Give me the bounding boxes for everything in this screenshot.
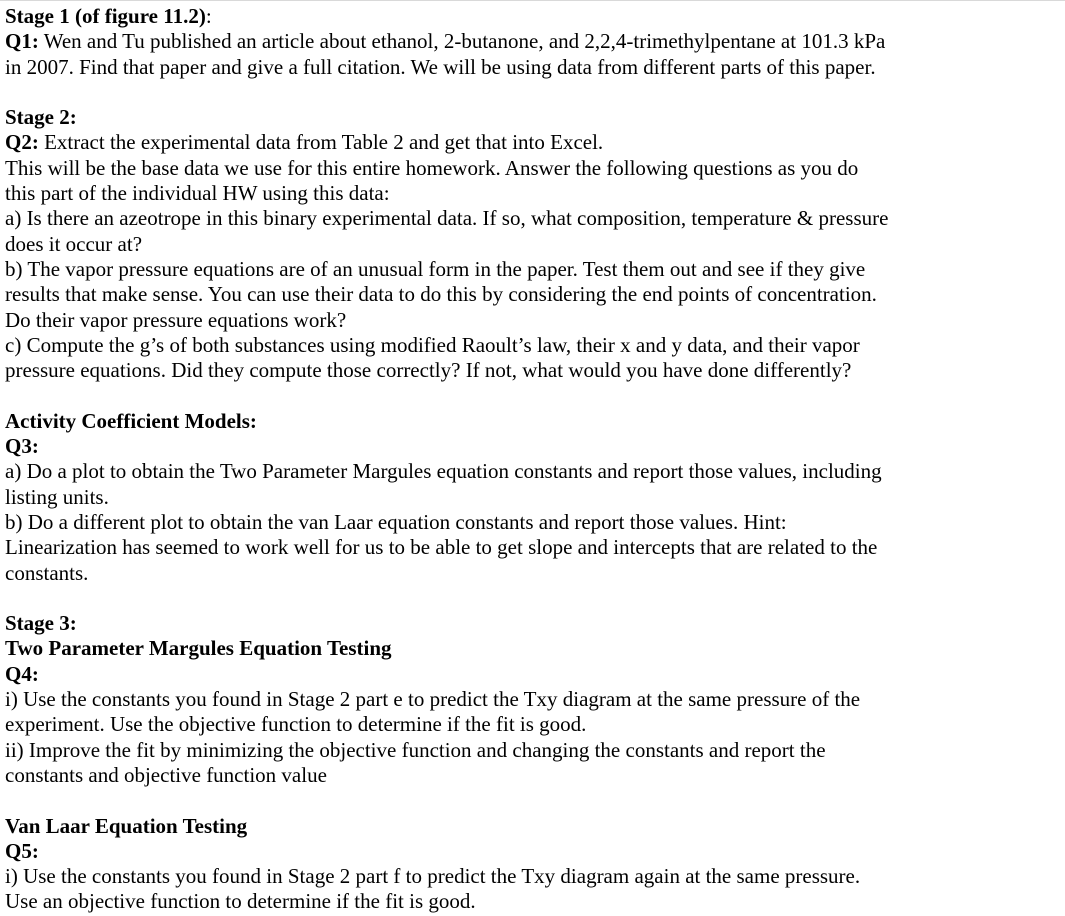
margules-heading: Two Parameter Margules Equation Testing (5, 636, 392, 661)
activity-heading: Activity Coefficient Models: (5, 408, 257, 433)
margules-heading-line (5, 636, 1065, 661)
stage3-heading: Stage 3: (5, 611, 77, 636)
q3-label-line (5, 434, 1065, 459)
q3-label: Q3: (5, 434, 39, 459)
q2a-line-2: does it occur at? (5, 231, 143, 256)
stage1-heading-colon: : (205, 4, 212, 28)
vanlaar-heading: Van Laar Equation Testing (5, 813, 248, 838)
stage2-heading-line (5, 105, 1065, 130)
spacer (5, 383, 1065, 408)
q3b-line-1: b) Do a different plot to obtain the van Laar equation constants and report those values. Hint: (5, 509, 787, 534)
q3b-line-2: Linearization has seemed to work well for us to be able to get slope and intercepts that are related to the (5, 535, 878, 560)
q2c-line-1: c) Compute the g’s of both substances using modified Raoult’s law, their x and y data, and their vapor (5, 332, 860, 357)
q2-line-2: This will be the base data we use for this entire homework. Answer the following questions as you do (5, 155, 859, 180)
q2b-line-3: Do their vapor pressure equations work? (5, 307, 347, 332)
q1-label: Q1: (5, 29, 39, 54)
q5-label: Q5: (5, 838, 39, 863)
q4-label: Q4: (5, 661, 39, 686)
q4-label-line (5, 662, 1065, 687)
q4ii-line-1: ii) Improve the fit by minimizing the objective function and changing the constants and report the (5, 737, 826, 762)
spacer (5, 586, 1065, 611)
q3b-line-3: constants. (5, 560, 89, 585)
vanlaar-heading-line (5, 814, 1065, 839)
q5-label-line (5, 839, 1065, 864)
q3a-line-1: a) Do a plot to obtain the Two Parameter Margules equation constants and report those values, including (5, 459, 882, 484)
q4i-line-1: i) Use the constants you found in Stage 2 part e to predict the Txy diagram at the same pressure of the (5, 687, 861, 712)
q4i-line-2: experiment. Use the objective function to determine if the fit is good. (5, 712, 587, 737)
q2b-line-2: results that make sense. You can use their data to do this by considering the end points of concentration. (5, 282, 877, 307)
stage1-heading: Stage 1 (of figure 11.2) (5, 4, 206, 28)
q2-line-1 (5, 130, 1065, 155)
q1-line-1 (5, 29, 1065, 54)
q1-text-1: Wen and Tu published an article about ethanol, 2-butanone, and 2,2,4-trimethylpentane at 101.3 kPa (38, 29, 886, 54)
q4ii-line-2: constants and objective function value (5, 762, 327, 787)
q5i-line-2: Use an objective function to determine if the fit is good. (5, 889, 476, 914)
q3a-line-2: listing units. (5, 484, 109, 509)
stage3-heading-line (5, 611, 1065, 636)
q2a-line-1: a) Is there an azeotrope in this binary experimental data. If so, what composition, temperature & pressure (5, 206, 889, 231)
q2b-line-1: b) The vapor pressure equations are of an unusual form in the paper. Test them out and see if they give (5, 256, 866, 281)
activity-heading-line (5, 409, 1065, 434)
stage2-heading: Stage 2: (5, 105, 77, 130)
stage1-heading-line (5, 4, 1065, 29)
q2c-line-2: pressure equations. Did they compute those correctly? If not, what would you have done differently? (5, 358, 852, 383)
spacer (5, 80, 1065, 105)
q2-text-1: Extract the experimental data from Table 2 and get that into Excel. (38, 130, 604, 155)
spacer (5, 788, 1065, 813)
q2-line-3: this part of the individual HW using this data: (5, 181, 390, 206)
q5i-line-1: i) Use the constants you found in Stage 2 part f to predict the Txy diagram again at the same pressure. (5, 864, 861, 889)
q2-label: Q2: (5, 130, 39, 155)
q1-line-2: in 2007. Find that paper and give a full citation. We will be using data from different parts of this paper. (5, 54, 876, 79)
